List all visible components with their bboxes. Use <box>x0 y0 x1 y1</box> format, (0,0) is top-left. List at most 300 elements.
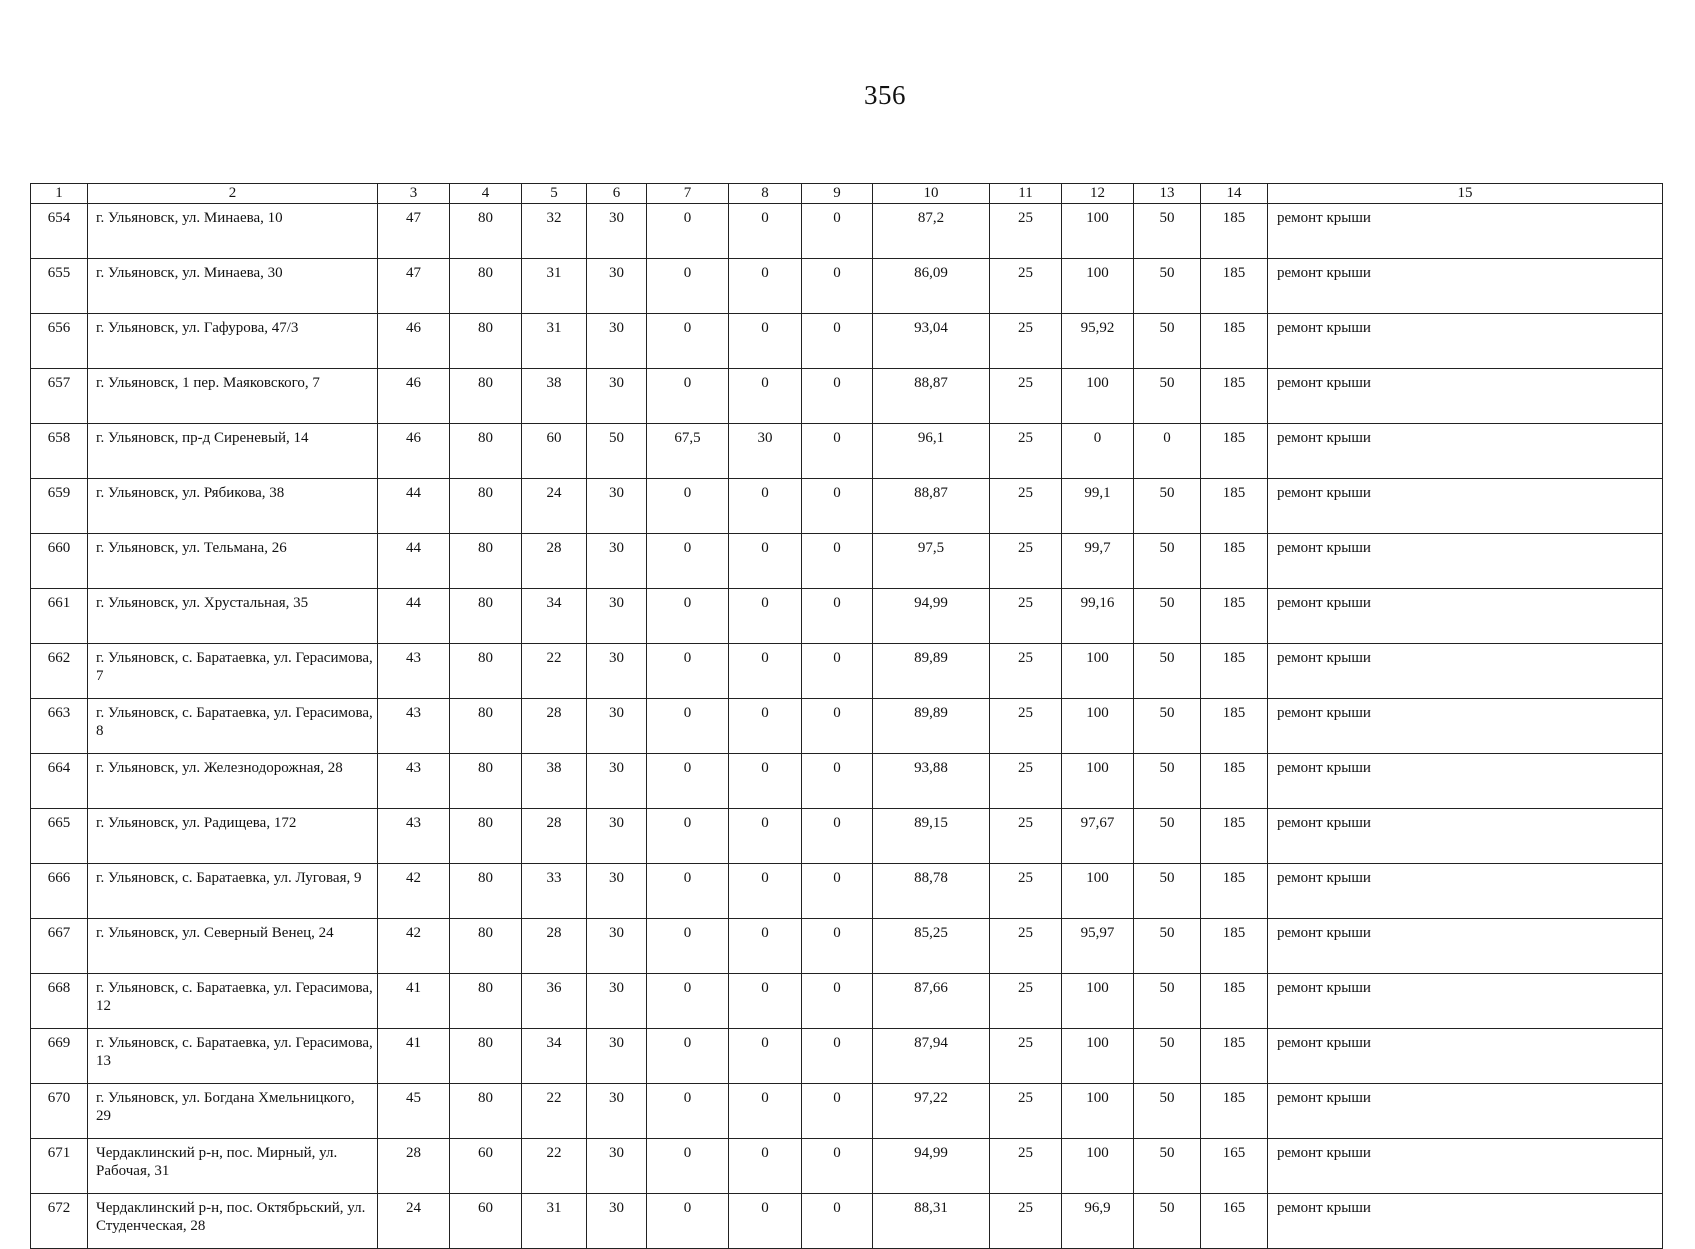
table-cell: 28 <box>378 1139 450 1194</box>
table-cell: 25 <box>990 259 1062 314</box>
row-number-cell: 656 <box>31 314 88 369</box>
table-cell: 165 <box>1201 1194 1268 1249</box>
row-number-cell: 664 <box>31 754 88 809</box>
table-cell: 28 <box>522 809 587 864</box>
work-type-cell: ремонт крыши <box>1268 809 1663 864</box>
row-number-cell: 659 <box>31 479 88 534</box>
table-cell: 30 <box>587 699 647 754</box>
table-cell: 0 <box>647 644 729 699</box>
table-cell: 22 <box>522 644 587 699</box>
table-cell: 88,87 <box>873 369 990 424</box>
address-cell: Чердаклинский р-н, пос. Октябрьский, ул. Студенческая, 28 <box>88 1194 378 1249</box>
table-cell: 30 <box>587 314 647 369</box>
table-cell: 30 <box>587 1139 647 1194</box>
table-cell: 89,15 <box>873 809 990 864</box>
table-cell: 95,97 <box>1062 919 1134 974</box>
table-cell: 185 <box>1201 919 1268 974</box>
table-cell: 50 <box>1134 589 1201 644</box>
work-type-cell: ремонт крыши <box>1268 974 1663 1029</box>
row-number-cell: 668 <box>31 974 88 1029</box>
column-header-11: 11 <box>990 184 1062 204</box>
column-header-14: 14 <box>1201 184 1268 204</box>
table-cell: 100 <box>1062 754 1134 809</box>
table-cell: 0 <box>802 534 873 589</box>
table-cell: 30 <box>587 369 647 424</box>
table-cell: 0 <box>802 699 873 754</box>
table-cell: 25 <box>990 919 1062 974</box>
table-cell: 185 <box>1201 974 1268 1029</box>
table-cell: 30 <box>587 754 647 809</box>
table-cell: 43 <box>378 644 450 699</box>
table-cell: 0 <box>647 204 729 259</box>
table-cell: 25 <box>990 809 1062 864</box>
table-cell: 0 <box>729 919 802 974</box>
table-cell: 80 <box>450 974 522 1029</box>
table-cell: 185 <box>1201 314 1268 369</box>
table-cell: 85,25 <box>873 919 990 974</box>
address-cell: г. Ульяновск, ул. Гафурова, 47/3 <box>88 314 378 369</box>
table-cell: 0 <box>802 974 873 1029</box>
work-type-cell: ремонт крыши <box>1268 534 1663 589</box>
table-cell: 80 <box>450 259 522 314</box>
table-cell: 38 <box>522 754 587 809</box>
table-cell: 44 <box>378 589 450 644</box>
table-cell: 99,16 <box>1062 589 1134 644</box>
table-row <box>31 479 1663 534</box>
column-header-8: 8 <box>729 184 802 204</box>
table-cell: 100 <box>1062 974 1134 1029</box>
work-type-cell: ремонт крыши <box>1268 369 1663 424</box>
table-cell: 50 <box>1134 204 1201 259</box>
work-type-cell: ремонт крыши <box>1268 314 1663 369</box>
table-row <box>31 314 1663 369</box>
table-row <box>31 699 1663 754</box>
column-header-13: 13 <box>1134 184 1201 204</box>
table-cell: 87,66 <box>873 974 990 1029</box>
table-cell: 185 <box>1201 534 1268 589</box>
table-cell: 0 <box>729 314 802 369</box>
table-cell: 30 <box>587 809 647 864</box>
table-cell: 50 <box>1134 1084 1201 1139</box>
column-header-9: 9 <box>802 184 873 204</box>
table-cell: 185 <box>1201 369 1268 424</box>
table-cell: 0 <box>647 754 729 809</box>
table-cell: 94,99 <box>873 1139 990 1194</box>
table-cell: 100 <box>1062 644 1134 699</box>
table-cell: 25 <box>990 534 1062 589</box>
row-number-cell: 671 <box>31 1139 88 1194</box>
table-cell: 0 <box>802 424 873 479</box>
table-cell: 60 <box>522 424 587 479</box>
table-cell: 185 <box>1201 259 1268 314</box>
table-cell: 50 <box>587 424 647 479</box>
table-cell: 44 <box>378 479 450 534</box>
table-cell: 25 <box>990 589 1062 644</box>
column-header-7: 7 <box>647 184 729 204</box>
table-cell: 100 <box>1062 369 1134 424</box>
table-cell: 30 <box>587 864 647 919</box>
address-cell: г. Ульяновск, ул. Северный Венец, 24 <box>88 919 378 974</box>
work-type-cell: ремонт крыши <box>1268 479 1663 534</box>
table-cell: 60 <box>450 1139 522 1194</box>
table-cell: 50 <box>1134 974 1201 1029</box>
table-row <box>31 534 1663 589</box>
table-body <box>31 204 1663 1249</box>
table-cell: 0 <box>647 1194 729 1249</box>
table-cell: 50 <box>1134 369 1201 424</box>
table-cell: 25 <box>990 644 1062 699</box>
table-cell: 50 <box>1134 1139 1201 1194</box>
table-cell: 89,89 <box>873 644 990 699</box>
address-cell: г. Ульяновск, ул. Рябикова, 38 <box>88 479 378 534</box>
table-cell: 28 <box>522 534 587 589</box>
table-row <box>31 754 1663 809</box>
work-type-cell: ремонт крыши <box>1268 1029 1663 1084</box>
table-cell: 30 <box>587 1084 647 1139</box>
work-type-cell: ремонт крыши <box>1268 424 1663 479</box>
table-cell: 80 <box>450 1029 522 1084</box>
table-cell: 80 <box>450 534 522 589</box>
table-cell: 42 <box>378 919 450 974</box>
table-cell: 0 <box>802 204 873 259</box>
table-cell: 46 <box>378 369 450 424</box>
table-cell: 0 <box>647 919 729 974</box>
work-type-cell: ремонт крыши <box>1268 259 1663 314</box>
table-cell: 0 <box>729 809 802 864</box>
table-cell: 25 <box>990 699 1062 754</box>
address-cell: г. Ульяновск, ул. Богдана Хмельницкого, 29 <box>88 1084 378 1139</box>
address-cell: г. Ульяновск, ул. Минаева, 30 <box>88 259 378 314</box>
table-cell: 0 <box>729 204 802 259</box>
row-number-cell: 672 <box>31 1194 88 1249</box>
table-cell: 0 <box>729 1194 802 1249</box>
table-row <box>31 1084 1663 1139</box>
table-cell: 0 <box>802 369 873 424</box>
table-row <box>31 369 1663 424</box>
table-cell: 0 <box>647 699 729 754</box>
table-cell: 34 <box>522 589 587 644</box>
table-cell: 60 <box>450 1194 522 1249</box>
table-cell: 93,04 <box>873 314 990 369</box>
row-number-cell: 655 <box>31 259 88 314</box>
work-type-cell: ремонт крыши <box>1268 699 1663 754</box>
table-cell: 0 <box>802 479 873 534</box>
table-cell: 25 <box>990 1084 1062 1139</box>
data-table-container <box>30 183 1662 1249</box>
address-cell: г. Ульяновск, с. Баратаевка, ул. Герасимова, 8 <box>88 699 378 754</box>
table-cell: 100 <box>1062 1084 1134 1139</box>
table-cell: 0 <box>647 479 729 534</box>
table-cell: 185 <box>1201 589 1268 644</box>
table-cell: 88,31 <box>873 1194 990 1249</box>
table-cell: 95,92 <box>1062 314 1134 369</box>
table-cell: 100 <box>1062 864 1134 919</box>
table-row <box>31 1194 1663 1249</box>
table-cell: 30 <box>587 974 647 1029</box>
row-number-cell: 670 <box>31 1084 88 1139</box>
table-cell: 0 <box>729 1084 802 1139</box>
table-cell: 43 <box>378 809 450 864</box>
table-cell: 185 <box>1201 754 1268 809</box>
table-cell: 0 <box>729 534 802 589</box>
column-header-4: 4 <box>450 184 522 204</box>
address-cell: г. Ульяновск, ул. Тельмана, 26 <box>88 534 378 589</box>
table-cell: 97,67 <box>1062 809 1134 864</box>
row-number-cell: 660 <box>31 534 88 589</box>
table-cell: 67,5 <box>647 424 729 479</box>
table-cell: 25 <box>990 864 1062 919</box>
table-cell: 87,94 <box>873 1029 990 1084</box>
row-number-cell: 665 <box>31 809 88 864</box>
table-cell: 32 <box>522 204 587 259</box>
table-cell: 0 <box>647 259 729 314</box>
table-cell: 96,1 <box>873 424 990 479</box>
table-cell: 185 <box>1201 1029 1268 1084</box>
table-cell: 0 <box>647 974 729 1029</box>
table-cell: 50 <box>1134 479 1201 534</box>
table-cell: 99,1 <box>1062 479 1134 534</box>
table-cell: 99,7 <box>1062 534 1134 589</box>
table-cell: 93,88 <box>873 754 990 809</box>
table-cell: 185 <box>1201 864 1268 919</box>
table-cell: 50 <box>1134 699 1201 754</box>
work-type-cell: ремонт крыши <box>1268 644 1663 699</box>
table-row <box>31 204 1663 259</box>
table-cell: 42 <box>378 864 450 919</box>
table-cell: 50 <box>1134 534 1201 589</box>
table-cell: 31 <box>522 1194 587 1249</box>
table-cell: 31 <box>522 259 587 314</box>
table-cell: 80 <box>450 314 522 369</box>
table-cell: 50 <box>1134 864 1201 919</box>
row-number-cell: 661 <box>31 589 88 644</box>
table-cell: 80 <box>450 479 522 534</box>
table-cell: 30 <box>587 644 647 699</box>
table-cell: 30 <box>587 534 647 589</box>
table-cell: 0 <box>729 479 802 534</box>
table-row <box>31 919 1663 974</box>
table-cell: 0 <box>802 589 873 644</box>
table-cell: 0 <box>729 1139 802 1194</box>
table-cell: 185 <box>1201 644 1268 699</box>
table-row <box>31 644 1663 699</box>
work-type-cell: ремонт крыши <box>1268 1139 1663 1194</box>
work-type-cell: ремонт крыши <box>1268 1084 1663 1139</box>
address-cell: г. Ульяновск, пр-д Сиреневый, 14 <box>88 424 378 479</box>
table-cell: 50 <box>1134 1029 1201 1084</box>
table-cell: 30 <box>587 589 647 644</box>
table-cell: 30 <box>587 204 647 259</box>
table-cell: 185 <box>1201 699 1268 754</box>
row-number-cell: 657 <box>31 369 88 424</box>
table-row <box>31 1139 1663 1194</box>
work-type-cell: ремонт крыши <box>1268 589 1663 644</box>
table-cell: 87,2 <box>873 204 990 259</box>
work-type-cell: ремонт крыши <box>1268 754 1663 809</box>
table-cell: 30 <box>587 259 647 314</box>
table-cell: 31 <box>522 314 587 369</box>
table-cell: 28 <box>522 699 587 754</box>
table-cell: 36 <box>522 974 587 1029</box>
table-cell: 86,09 <box>873 259 990 314</box>
table-cell: 46 <box>378 314 450 369</box>
column-header-10: 10 <box>873 184 990 204</box>
row-number-cell: 654 <box>31 204 88 259</box>
table-cell: 0 <box>802 864 873 919</box>
table-cell: 0 <box>802 259 873 314</box>
table-cell: 0 <box>729 699 802 754</box>
table-cell: 80 <box>450 589 522 644</box>
table-cell: 0 <box>647 1139 729 1194</box>
table-cell: 0 <box>729 259 802 314</box>
table-cell: 46 <box>378 424 450 479</box>
table-row <box>31 974 1663 1029</box>
table-cell: 25 <box>990 1029 1062 1084</box>
row-number-cell: 663 <box>31 699 88 754</box>
table-cell: 0 <box>647 589 729 644</box>
table-cell: 0 <box>729 369 802 424</box>
table-cell: 80 <box>450 864 522 919</box>
table-cell: 43 <box>378 699 450 754</box>
column-header-2: 2 <box>88 184 378 204</box>
table-cell: 185 <box>1201 479 1268 534</box>
table-cell: 25 <box>990 1194 1062 1249</box>
address-cell: г. Ульяновск, ул. Хрустальная, 35 <box>88 589 378 644</box>
table-cell: 0 <box>729 1029 802 1084</box>
table-cell: 25 <box>990 974 1062 1029</box>
table-cell: 0 <box>802 919 873 974</box>
table-cell: 0 <box>802 1139 873 1194</box>
table-cell: 0 <box>802 1194 873 1249</box>
table-row <box>31 259 1663 314</box>
table-cell: 80 <box>450 369 522 424</box>
table-cell: 50 <box>1134 1194 1201 1249</box>
table-cell: 0 <box>729 644 802 699</box>
table-cell: 24 <box>378 1194 450 1249</box>
table-cell: 30 <box>587 1194 647 1249</box>
table-cell: 80 <box>450 809 522 864</box>
address-cell: г. Ульяновск, с. Баратаевка, ул. Герасимова, 12 <box>88 974 378 1029</box>
table-cell: 50 <box>1134 259 1201 314</box>
table-cell: 47 <box>378 204 450 259</box>
table-cell: 45 <box>378 1084 450 1139</box>
column-header-6: 6 <box>587 184 647 204</box>
table-cell: 0 <box>729 864 802 919</box>
table-cell: 34 <box>522 1029 587 1084</box>
table-cell: 25 <box>990 314 1062 369</box>
table-cell: 25 <box>990 204 1062 259</box>
table-cell: 47 <box>378 259 450 314</box>
column-header-5: 5 <box>522 184 587 204</box>
table-cell: 89,89 <box>873 699 990 754</box>
table-cell: 25 <box>990 479 1062 534</box>
table-cell: 25 <box>990 369 1062 424</box>
table-cell: 28 <box>522 919 587 974</box>
table-row <box>31 589 1663 644</box>
table-cell: 80 <box>450 204 522 259</box>
table-cell: 80 <box>450 754 522 809</box>
work-type-cell: ремонт крыши <box>1268 864 1663 919</box>
table-cell: 41 <box>378 974 450 1029</box>
table-cell: 0 <box>802 644 873 699</box>
table-cell: 30 <box>729 424 802 479</box>
table-cell: 185 <box>1201 809 1268 864</box>
header-row <box>31 184 1663 204</box>
table-row <box>31 1029 1663 1084</box>
page-number: 356 <box>864 80 906 110</box>
table-row <box>31 809 1663 864</box>
table-cell: 80 <box>450 644 522 699</box>
table-cell: 80 <box>450 424 522 479</box>
table-cell: 0 <box>647 534 729 589</box>
table-cell: 50 <box>1134 644 1201 699</box>
address-cell: г. Ульяновск, ул. Железнодорожная, 28 <box>88 754 378 809</box>
table-cell: 100 <box>1062 1029 1134 1084</box>
table-cell: 0 <box>1062 424 1134 479</box>
address-cell: г. Ульяновск, с. Баратаевка, ул. Герасимова, 13 <box>88 1029 378 1084</box>
table-cell: 88,87 <box>873 479 990 534</box>
table-cell: 80 <box>450 919 522 974</box>
table-cell: 43 <box>378 754 450 809</box>
table-cell: 94,99 <box>873 589 990 644</box>
table-cell: 22 <box>522 1084 587 1139</box>
table-cell: 88,78 <box>873 864 990 919</box>
table-cell: 0 <box>647 314 729 369</box>
address-cell: г. Ульяновск, 1 пер. Маяковского, 7 <box>88 369 378 424</box>
row-number-cell: 667 <box>31 919 88 974</box>
table-cell: 100 <box>1062 699 1134 754</box>
table-cell: 50 <box>1134 809 1201 864</box>
address-cell: Чердаклинский р-н, пос. Мирный, ул. Рабочая, 31 <box>88 1139 378 1194</box>
work-type-cell: ремонт крыши <box>1268 919 1663 974</box>
column-header-1: 1 <box>31 184 88 204</box>
table-cell: 0 <box>729 974 802 1029</box>
row-number-cell: 662 <box>31 644 88 699</box>
table-row <box>31 864 1663 919</box>
table-cell: 185 <box>1201 204 1268 259</box>
table-cell: 100 <box>1062 259 1134 314</box>
table-cell: 0 <box>729 589 802 644</box>
table-cell: 50 <box>1134 314 1201 369</box>
table-cell: 44 <box>378 534 450 589</box>
table-cell: 24 <box>522 479 587 534</box>
address-cell: г. Ульяновск, ул. Радищева, 172 <box>88 809 378 864</box>
table-cell: 25 <box>990 1139 1062 1194</box>
table-cell: 185 <box>1201 424 1268 479</box>
table-cell: 0 <box>647 369 729 424</box>
address-cell: г. Ульяновск, ул. Минаева, 10 <box>88 204 378 259</box>
column-header-3: 3 <box>378 184 450 204</box>
row-number-cell: 666 <box>31 864 88 919</box>
table-cell: 0 <box>647 809 729 864</box>
table-cell: 100 <box>1062 204 1134 259</box>
work-type-cell: ремонт крыши <box>1268 204 1663 259</box>
table-cell: 0 <box>647 1029 729 1084</box>
table-cell: 41 <box>378 1029 450 1084</box>
address-cell: г. Ульяновск, с. Баратаевка, ул. Герасимова, 7 <box>88 644 378 699</box>
table-cell: 0 <box>729 754 802 809</box>
table-cell: 96,9 <box>1062 1194 1134 1249</box>
table-cell: 0 <box>802 1084 873 1139</box>
table-cell: 165 <box>1201 1139 1268 1194</box>
table-cell: 30 <box>587 1029 647 1084</box>
table-cell: 0 <box>802 314 873 369</box>
table-cell: 25 <box>990 424 1062 479</box>
data-table <box>30 183 1663 1249</box>
column-header-12: 12 <box>1062 184 1134 204</box>
column-header-15: 15 <box>1268 184 1663 204</box>
table-cell: 97,5 <box>873 534 990 589</box>
